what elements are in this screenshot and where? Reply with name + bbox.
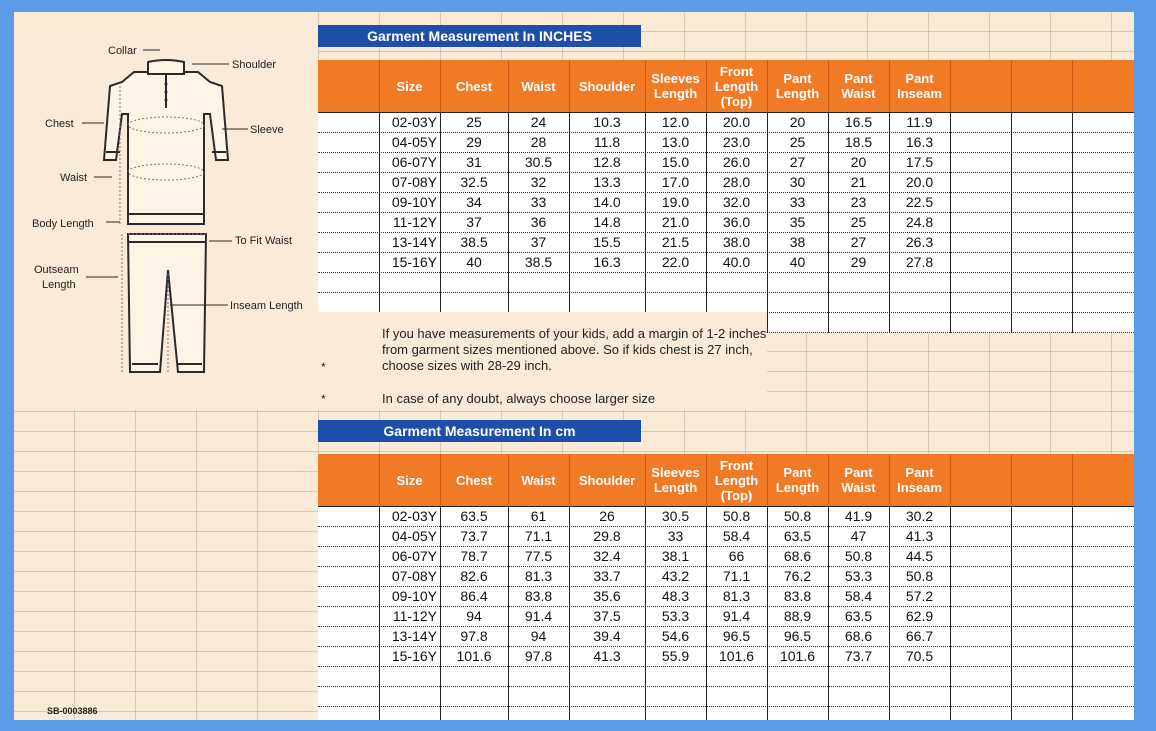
measurement-cell: 20 <box>850 154 867 170</box>
measurement-cell: 96.5 <box>783 628 812 644</box>
cm-section-title: Garment Measurement In cm <box>318 420 641 442</box>
size-cell: 02-03Y <box>391 508 437 524</box>
measurement-cell: 21 <box>850 174 867 190</box>
header-divider <box>645 60 646 112</box>
measurement-cell: 19.0 <box>661 194 690 210</box>
column-divider <box>645 113 646 333</box>
inches-header-pant-length <box>767 60 828 112</box>
header-text: Length <box>653 480 698 495</box>
measurement-cell: 36 <box>530 214 547 230</box>
header-text: Chest <box>455 472 493 488</box>
header-text: Pant <box>783 465 812 480</box>
size-cell: 06-07Y <box>391 154 437 170</box>
measurement-cell: 40 <box>466 254 482 270</box>
header-text: Sleeves <box>651 71 700 86</box>
measurement-cell: 96.5 <box>722 628 751 644</box>
header-text: Length <box>775 86 820 101</box>
column-divider <box>828 507 829 720</box>
measurement-cell: 28.0 <box>722 174 751 190</box>
measurement-cell: 25 <box>850 214 867 230</box>
inseam-length-label: Inseam Length <box>230 300 303 312</box>
column-divider <box>440 113 441 333</box>
header-divider <box>379 454 380 506</box>
measurement-cell: 61 <box>530 508 547 524</box>
measurement-cell: 17.0 <box>661 174 690 190</box>
measurement-cell: 27 <box>850 234 867 250</box>
measurement-cell: 36.0 <box>722 214 751 230</box>
measurement-cell: 53.3 <box>844 568 873 584</box>
measurement-cell: 22.5 <box>905 194 934 210</box>
measurement-cell: 101.6 <box>456 648 492 664</box>
header-text: (Top) <box>720 93 753 109</box>
measurement-cell: 68.6 <box>844 628 873 644</box>
measurement-cell: 55.9 <box>661 648 690 664</box>
outseam-label-line1: Outseam <box>34 264 79 276</box>
sku-code: SB-0003886 <box>47 706 98 716</box>
measurement-cell: 82.6 <box>460 568 488 584</box>
column-divider <box>379 507 380 720</box>
header-text: Inseam <box>897 480 942 495</box>
outseam-label-line2: Length <box>42 279 76 291</box>
measurement-cell: 27 <box>789 154 806 170</box>
chest-label: Chest <box>45 118 74 130</box>
measurement-cell: 12.0 <box>661 114 690 130</box>
measurement-cell: 101.6 <box>718 648 755 664</box>
header-text: Pant <box>905 465 934 480</box>
measurement-cell: 97.8 <box>524 648 553 664</box>
measurement-cell: 10.3 <box>593 114 621 130</box>
measurement-cell: 57.2 <box>905 588 934 604</box>
measurement-cell: 37 <box>466 214 482 230</box>
header-divider <box>645 454 646 506</box>
header-text: Length <box>714 472 759 488</box>
note2-bullet: * <box>321 392 326 406</box>
measurement-cell: 76.2 <box>783 568 812 584</box>
measurement-cell: 41.3 <box>905 528 934 544</box>
column-divider <box>379 113 380 333</box>
header-divider <box>440 454 441 506</box>
measurement-cell: 33 <box>667 528 684 544</box>
column-divider <box>508 113 509 333</box>
body-length-label: Body Length <box>32 218 94 230</box>
header-text: Inseam <box>897 86 942 101</box>
size-cell: 04-05Y <box>391 134 437 150</box>
header-divider <box>508 454 509 506</box>
note1-bullet: * <box>321 360 326 374</box>
measurement-cell: 83.8 <box>783 588 812 604</box>
header-divider <box>889 60 890 112</box>
measurement-cell: 70.5 <box>905 648 934 664</box>
size-cell: 09-10Y <box>391 194 437 210</box>
waist-label: Waist <box>60 172 88 184</box>
column-divider <box>706 113 707 333</box>
measurement-cell: 73.7 <box>460 528 488 544</box>
measurement-cell: 33 <box>530 194 547 210</box>
kurta-pajama-illustration <box>14 12 318 410</box>
measurement-cell: 34 <box>466 194 482 210</box>
measurement-cell: 91.4 <box>524 608 553 624</box>
measurement-cell: 40 <box>789 254 806 270</box>
measurement-cell: 27.8 <box>905 254 934 270</box>
measurement-cell: 35.6 <box>593 588 621 604</box>
measurement-cell: 24.8 <box>905 214 934 230</box>
column-divider <box>645 507 646 720</box>
notes-panel <box>318 312 767 410</box>
column-divider <box>889 507 890 720</box>
size-cell: 07-08Y <box>391 174 437 190</box>
header-text: Length <box>714 78 759 94</box>
inches-header-shoulder <box>569 60 645 112</box>
column-divider <box>889 113 890 333</box>
inches-header-pant-waist <box>828 60 889 112</box>
header-text: Chest <box>455 78 493 94</box>
shoulder-label: Shoulder <box>232 59 277 71</box>
measurement-cell: 50.8 <box>722 508 751 524</box>
measurement-cell: 37 <box>530 234 547 250</box>
cm-header-pant-waist <box>828 454 889 506</box>
cm-header-chest <box>440 454 508 506</box>
measurement-cell: 71.1 <box>722 568 751 584</box>
cm-header-waist <box>508 454 569 506</box>
column-divider <box>950 113 951 333</box>
inches-header-front-length-top <box>706 60 767 112</box>
size-chart-sheet <box>14 12 1134 720</box>
measurement-cell: 16.5 <box>844 114 873 130</box>
measurement-cell: 66 <box>728 548 745 564</box>
measurement-cell: 17.5 <box>905 154 934 170</box>
header-text: Size <box>396 472 423 488</box>
header-divider <box>508 60 509 112</box>
column-divider <box>569 507 570 720</box>
header-text: Pant <box>905 71 934 86</box>
measurement-cell: 53.3 <box>661 608 690 624</box>
size-cell: 15-16Y <box>391 254 437 270</box>
measurement-cell: 41.9 <box>844 508 873 524</box>
header-text: Waist <box>841 86 876 101</box>
measurement-cell: 14.0 <box>593 194 621 210</box>
measurement-cell: 35 <box>789 214 806 230</box>
inches-header-pant-inseam <box>889 60 950 112</box>
measurement-cell: 68.6 <box>783 548 812 564</box>
header-text: Shoulder <box>578 78 636 94</box>
header-divider <box>828 454 829 506</box>
header-text: (Top) <box>720 487 753 503</box>
measurement-cell: 62.9 <box>905 608 934 624</box>
header-divider <box>828 60 829 112</box>
column-divider <box>1011 507 1012 720</box>
measurement-cell: 21.5 <box>661 234 690 250</box>
inches-table-header <box>318 60 1134 112</box>
measurement-cell: 50.8 <box>783 508 812 524</box>
size-cell: 15-16Y <box>391 648 437 664</box>
column-divider <box>950 507 951 720</box>
measurement-cell: 50.8 <box>844 548 873 564</box>
measurement-cell: 29 <box>466 134 482 150</box>
header-text: Waist <box>841 480 876 495</box>
column-divider <box>1072 507 1073 720</box>
note-margin-advice: If you have measurements of your kids, add a margin of 1-2 inches from garment sizes mentioned above. So if kids chest is 27 inch, choose sizes with 28-29 inch. <box>382 326 767 373</box>
measurement-cell: 22.0 <box>661 254 690 270</box>
measurement-cell: 40.0 <box>722 254 751 270</box>
measurement-cell: 44.5 <box>905 548 934 564</box>
measurement-cell: 25 <box>789 134 806 150</box>
measurement-cell: 38.5 <box>460 234 488 250</box>
measurement-cell: 47 <box>850 528 867 544</box>
measurement-cell: 12.8 <box>593 154 621 170</box>
measurement-cell: 20 <box>789 114 806 130</box>
header-text: Length <box>653 86 698 101</box>
measurement-cell: 23.0 <box>722 134 751 150</box>
header-divider <box>950 454 951 506</box>
measurement-cell: 29.8 <box>593 528 621 544</box>
measurement-cell: 78.7 <box>460 548 488 564</box>
measurement-cell: 16.3 <box>593 254 621 270</box>
header-divider <box>1072 60 1073 112</box>
header-text: Size <box>396 78 423 94</box>
measurement-cell: 13.0 <box>661 134 690 150</box>
header-text: Length <box>775 480 820 495</box>
header-divider <box>706 454 707 506</box>
measurement-cell: 28 <box>530 134 547 150</box>
column-divider <box>828 113 829 333</box>
garment-diagram <box>14 12 318 410</box>
measurement-cell: 54.6 <box>661 628 690 644</box>
measurement-cell: 38.5 <box>524 254 553 270</box>
measurement-cell: 58.4 <box>844 588 873 604</box>
measurement-cell: 26 <box>599 508 615 524</box>
inches-header-waist <box>508 60 569 112</box>
measurement-cell: 101.6 <box>779 648 816 664</box>
inches-table <box>318 112 1134 333</box>
inches-section-title: Garment Measurement In INCHES <box>318 25 641 47</box>
measurement-cell: 63.5 <box>460 508 488 524</box>
measurement-cell: 39.4 <box>593 628 621 644</box>
measurement-cell: 29 <box>850 254 867 270</box>
measurement-cell: 15.0 <box>661 154 690 170</box>
measurement-cell: 32.4 <box>593 548 621 564</box>
measurement-cell: 77.5 <box>524 548 553 564</box>
inches-header-sleeves-length <box>645 60 706 112</box>
cm-table-header <box>318 454 1134 506</box>
measurement-cell: 91.4 <box>722 608 751 624</box>
measurement-cell: 15.5 <box>593 234 621 250</box>
column-divider <box>1011 113 1012 333</box>
header-text: Sleeves <box>651 465 700 480</box>
measurement-cell: 31 <box>466 154 482 170</box>
measurement-cell: 30.5 <box>524 154 553 170</box>
measurement-cell: 38 <box>789 234 806 250</box>
collar-label: Collar <box>108 45 137 57</box>
measurement-cell: 38.1 <box>661 548 690 564</box>
measurement-cell: 14.8 <box>593 214 621 230</box>
measurement-cell: 83.8 <box>524 588 553 604</box>
measurement-cell: 23 <box>850 194 867 210</box>
measurement-cell: 50.8 <box>905 568 934 584</box>
cm-header-pant-inseam <box>889 454 950 506</box>
measurement-cell: 20.0 <box>722 114 751 130</box>
measurement-cell: 81.3 <box>524 568 553 584</box>
size-cell: 11-12Y <box>392 214 437 230</box>
measurement-cell: 11.8 <box>593 134 621 150</box>
to-fit-waist-label: To Fit Waist <box>235 235 293 247</box>
header-divider <box>706 60 707 112</box>
measurement-cell: 81.3 <box>722 588 751 604</box>
measurement-cell: 30.5 <box>661 508 690 524</box>
measurement-cell: 30 <box>789 174 806 190</box>
header-divider <box>889 454 890 506</box>
cm-table <box>318 506 1134 720</box>
measurement-cell: 32.5 <box>460 174 488 190</box>
cm-header-sleeves-length <box>645 454 706 506</box>
header-text: Shoulder <box>578 472 636 488</box>
column-divider <box>569 113 570 333</box>
header-text: Waist <box>521 78 556 94</box>
measurement-cell: 30.2 <box>905 508 934 524</box>
cm-header-size <box>379 454 440 506</box>
header-text: Front <box>719 457 754 473</box>
cm-header-front-length-top <box>706 454 767 506</box>
size-cell: 06-07Y <box>391 548 437 564</box>
measurement-cell: 26.0 <box>722 154 751 170</box>
header-divider <box>767 60 768 112</box>
measurement-cell: 63.5 <box>783 528 812 544</box>
column-divider <box>767 507 768 720</box>
header-divider <box>440 60 441 112</box>
measurement-cell: 97.8 <box>460 628 488 644</box>
header-divider <box>1072 454 1073 506</box>
header-text: Front <box>719 63 754 79</box>
measurement-cell: 38.0 <box>722 234 751 250</box>
measurement-cell: 26.3 <box>905 234 934 250</box>
header-text: Pant <box>844 71 873 86</box>
header-text: Waist <box>521 472 556 488</box>
column-divider <box>440 507 441 720</box>
measurement-cell: 37.5 <box>593 608 621 624</box>
measurement-cell: 41.3 <box>593 648 621 664</box>
sleeve-label: Sleeve <box>250 124 284 136</box>
note-larger-size: In case of any doubt, always choose larger size <box>382 391 656 406</box>
measurement-cell: 18.5 <box>844 134 873 150</box>
measurement-cell: 66.7 <box>905 628 934 644</box>
measurement-cell: 32.0 <box>722 194 751 210</box>
measurement-cell: 63.5 <box>844 608 873 624</box>
measurement-cell: 33.7 <box>593 568 621 584</box>
measurement-cell: 48.3 <box>661 588 690 604</box>
measurement-cell: 16.3 <box>905 134 934 150</box>
cm-header-pant-length <box>767 454 828 506</box>
measurement-cell: 58.4 <box>722 528 751 544</box>
measurement-cell: 94 <box>530 628 547 644</box>
measurement-cell: 24 <box>530 114 547 130</box>
measurement-cell: 86.4 <box>460 588 488 604</box>
size-cell: 13-14Y <box>391 234 437 250</box>
header-divider <box>379 60 380 112</box>
size-cell: 13-14Y <box>391 628 437 644</box>
measurement-cell: 94 <box>466 608 482 624</box>
size-cell: 07-08Y <box>391 568 437 584</box>
inches-header-chest <box>440 60 508 112</box>
column-divider <box>508 507 509 720</box>
measurement-cell: 32 <box>530 174 547 190</box>
size-cell: 09-10Y <box>391 588 437 604</box>
measurement-cell: 88.9 <box>783 608 812 624</box>
header-text: Pant <box>844 465 873 480</box>
measurement-cell: 33 <box>789 194 806 210</box>
size-cell: 04-05Y <box>391 528 437 544</box>
measurement-cell: 11.9 <box>906 114 933 130</box>
column-divider <box>1072 113 1073 333</box>
header-divider <box>950 60 951 112</box>
measurement-cell: 25 <box>466 114 482 130</box>
header-divider <box>1011 454 1012 506</box>
size-cell: 11-12Y <box>392 608 437 624</box>
header-divider <box>569 60 570 112</box>
size-cell: 02-03Y <box>391 114 437 130</box>
header-text: Pant <box>783 71 812 86</box>
header-divider <box>1011 60 1012 112</box>
cm-header-shoulder <box>569 454 645 506</box>
measurement-cell: 13.3 <box>593 174 621 190</box>
measurement-cell: 20.0 <box>905 174 934 190</box>
column-divider <box>706 507 707 720</box>
header-divider <box>569 454 570 506</box>
header-divider <box>767 454 768 506</box>
inches-header-size <box>379 60 440 112</box>
measurement-cell: 73.7 <box>844 648 873 664</box>
measurement-cell: 43.2 <box>661 568 690 584</box>
measurement-cell: 21.0 <box>661 214 690 230</box>
column-divider <box>767 113 768 333</box>
measurement-cell: 71.1 <box>524 528 553 544</box>
